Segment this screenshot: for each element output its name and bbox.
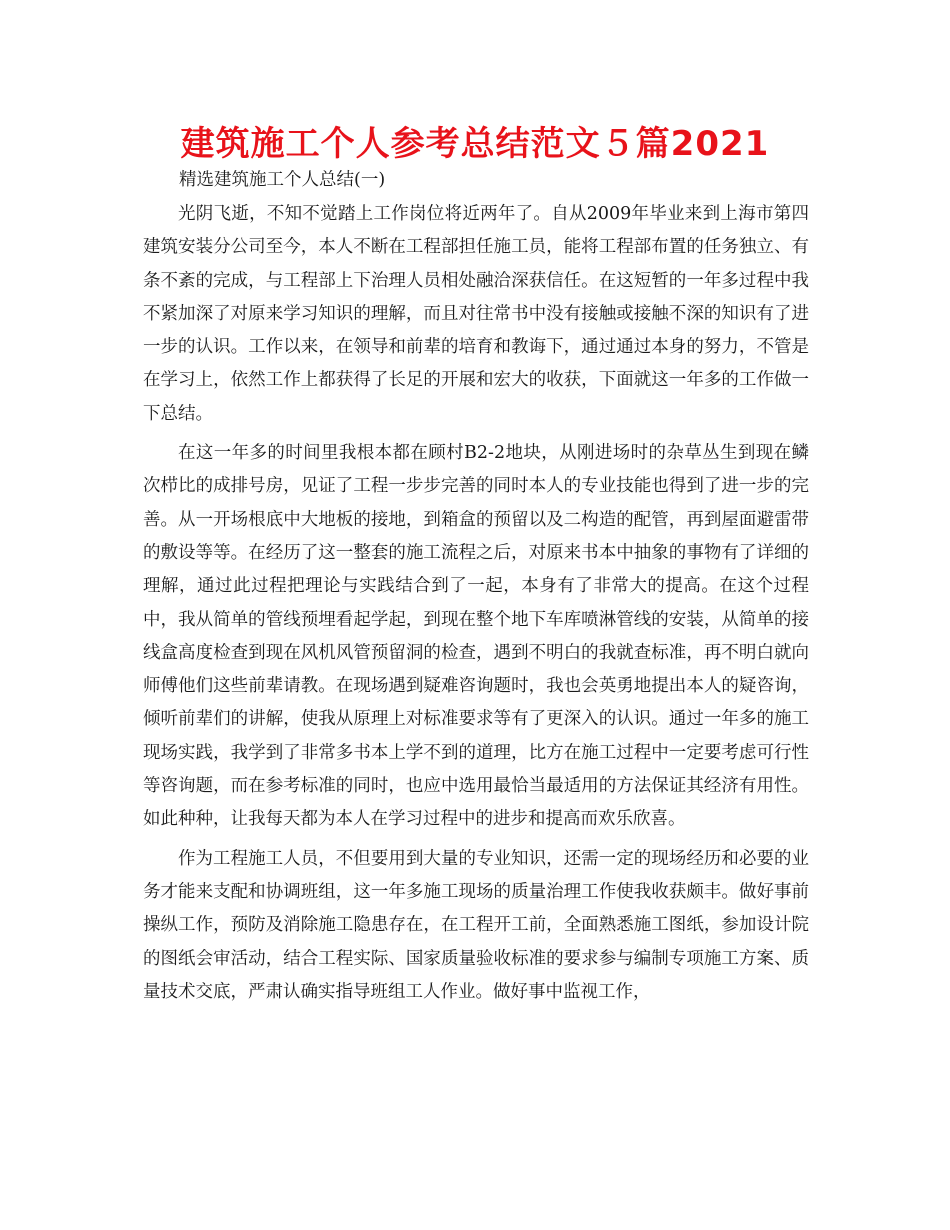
- paragraph: 光阴飞逝，不知不觉踏上工作岗位将近两年了。自从2009年毕业来到上海市第四建筑安装分公司至今，本人不断在工程部担任施工员，能将工程部布置的任务独立、有条不紊的完成，与工程部上下治理人员相处融洽深获信任。在这短暂的一年多过程中我不紧加深了对原来学习知识的理解，而且对往常书中没有接触或接触不深的知识有了进一步的认识。工作以来，在领导和前辈的培育和教诲下，通过通过本身的努力，不管是在学习上，依然工作上都获得了长足的开展和宏大的收获，下面就这一年多的工作做一下总结。: [143, 204, 809, 424]
- document-title: 建筑施工个人参考总结范文５篇2021: [180, 124, 770, 164]
- document-body: [143, 198, 809, 1015]
- paragraph: 作为工程施工人员，不但要用到大量的专业知识，还需一定的现场经历和必要的业务才能来支配和协调班组，这一年多施工现场的质量治理工作使我收获颇丰。做好事前操纵工作，预防及消除施工隐患存在，在工程开工前，全面熟悉施工图纸，参加设计院的图纸会审活动，结合工程实际、国家质量验收标准的要求参与编制专项施工方案、质量技术交底，严肃认确实指导班组工人作业。做好事中监视工作，: [143, 848, 809, 1002]
- paragraph: 在这一年多的时间里我根本都在顾村B2-2地块，从刚进场时的杂草丛生到现在鳞次栉比的成排号房，见证了工程一步步完善的同时本人的专业技能也得到了进一步的完善。从一开场根底中大地板的接地，到箱盒的预留以及二构造的配管，再到屋面避雷带的敷设等等。在经历了这一整套的施工流程之后，对原来书本中抽象的事物有了详细的理解，通过此过程把理论与实践结合到了一起，本身有了非常大的提高。在这个过程中，我从简单的管线预埋看起学起，到现在整个地下车库喷淋管线的安装，从简单的接线盒高度检查到现在风机风管预留洞的检查，遇到不明白的我就查标准，再不明白就向师傅他们这些前辈请教。在现场遇到疑难咨询题时，我也会英勇地提出本人的疑咨询，倾听前辈们的讲解，使我从原理上对标准要求等有了更深入的认识。通过一年多的施工现场实践，我学到了非常多书本上学不到的道理，比方在施工过程中一定要考虑可行性等咨询题，而在参考标准的同时，也应中选用最恰当最适用的方法保证其经济有用性。如此种种，让我每天都为本人在学习过程中的进步和提高而欢乐欣喜。: [143, 443, 809, 830]
- document-subtitle: 精选建筑施工个人总结(一): [179, 170, 386, 190]
